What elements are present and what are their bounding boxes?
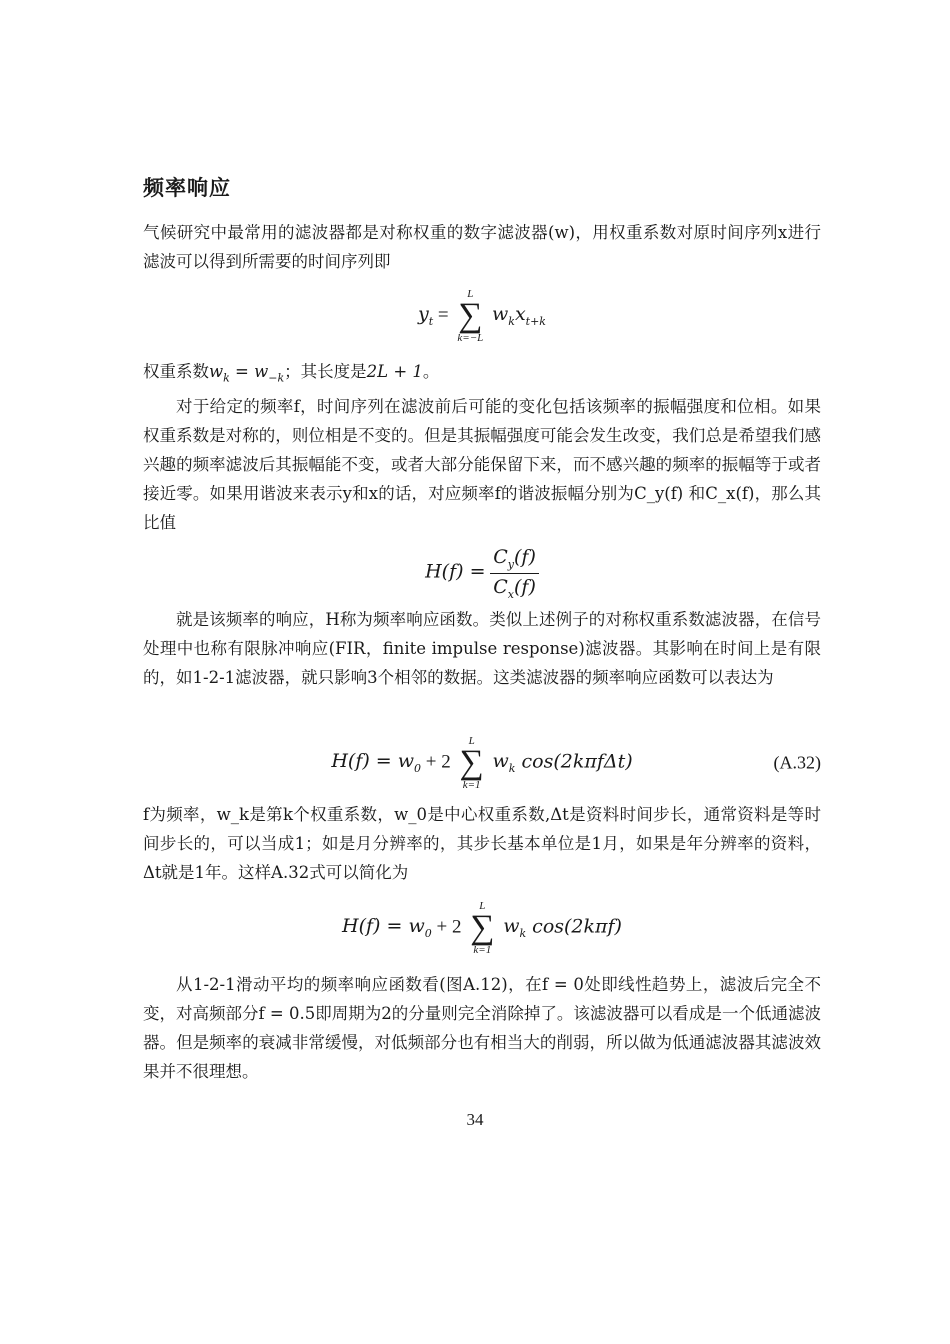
fraction: $\frac{C_y(f)}{C_x(f)}$ [490,546,539,601]
summation-symbol: L ∑ k=−L [457,288,484,344]
paragraph-definitions: f为频率，w_k是第k个权重系数，w_0是中心权重系数,Δt是资料时间步长，通常资料是等时间步长的，可以当成1；如是月分辨率的，其步长基本单位是1月，如果是年分辨率的资料，Δt就是1年。这样A.32式可以简化为 [143,805,821,882]
equation-simplified: $H(f) = w_0 + 2$ L ∑ k=1 $w_k$ cos(2kπf) [342,900,622,956]
equation-number: (A.32) [773,752,821,773]
paragraph-intro: 气候研究中最常用的滤波器都是对称权重的数字滤波器(w)，用权重系数对原时间序列x进行滤波可以得到所需要的时间序列即 [143,223,821,271]
equation-response-ratio: H(f) = $\frac{C_y(f)}{C_x(f)}$ [143,546,821,601]
paragraph-fir: 就是该频率的响应，H称为频率响应函数。类似上述例子的对称权重系数滤波器，在信号处理中也称有限脉冲响应(FIR，finite impulse response)滤波器。其影响在时间上是有限的，如1-2-1滤波器，就只影响3个相邻的数据。这类滤波器的频率响应函数可以表达为 [143,610,821,687]
paragraph-conclusion: 从1-2-1滑动平均的频率响应函数看(图A.12)，在f = 0处即线性趋势上，滤波后完全不变，对高频部分f = 0.5即周期为2的分量则完全消除掉了。该滤波器可以看成是一个低通滤波器。但是频率的衰减非常缓慢，对低频部分也有相当大的削弱，所以做为低通滤波器其滤波效果并不很理想。 [143,975,821,1081]
equation-filter-sum: $y_t$ = L ∑ k=−L $w_kx_{t+k}$ [418,288,546,344]
equation-a32: $H(f) = w_0 + 2$ L ∑ k=1 $w_k$ cos(2kπfΔt) (A.32) [331,735,821,791]
summation-symbol: L ∑ k=1 [459,735,484,791]
section-heading: 频率响应 [143,176,231,200]
paragraph-frequency: 对于给定的频率f，时间序列在滤波前后可能的变化包括该频率的振幅强度和位相。如果权重系数是对称的，则位相是不变的。但是其振幅强度可能会发生改变，我们总是希望我们感兴趣的频率滤波后其振幅能不变，或者大部分能保留下来，而不感兴趣的频率的振幅等于或者接近零。如果用谐波来表示y和x的话，对应频率f的谐波振幅分别为C_y(f) 和C_x(f)，那么其比值 [143,397,821,532]
summation-symbol: L ∑ k=1 [470,900,495,956]
paragraph-weights: 权重系数$w_k = w_{-k}$；其长度是2L + 1。 [143,362,440,385]
page-number: 34 [466,1110,484,1129]
